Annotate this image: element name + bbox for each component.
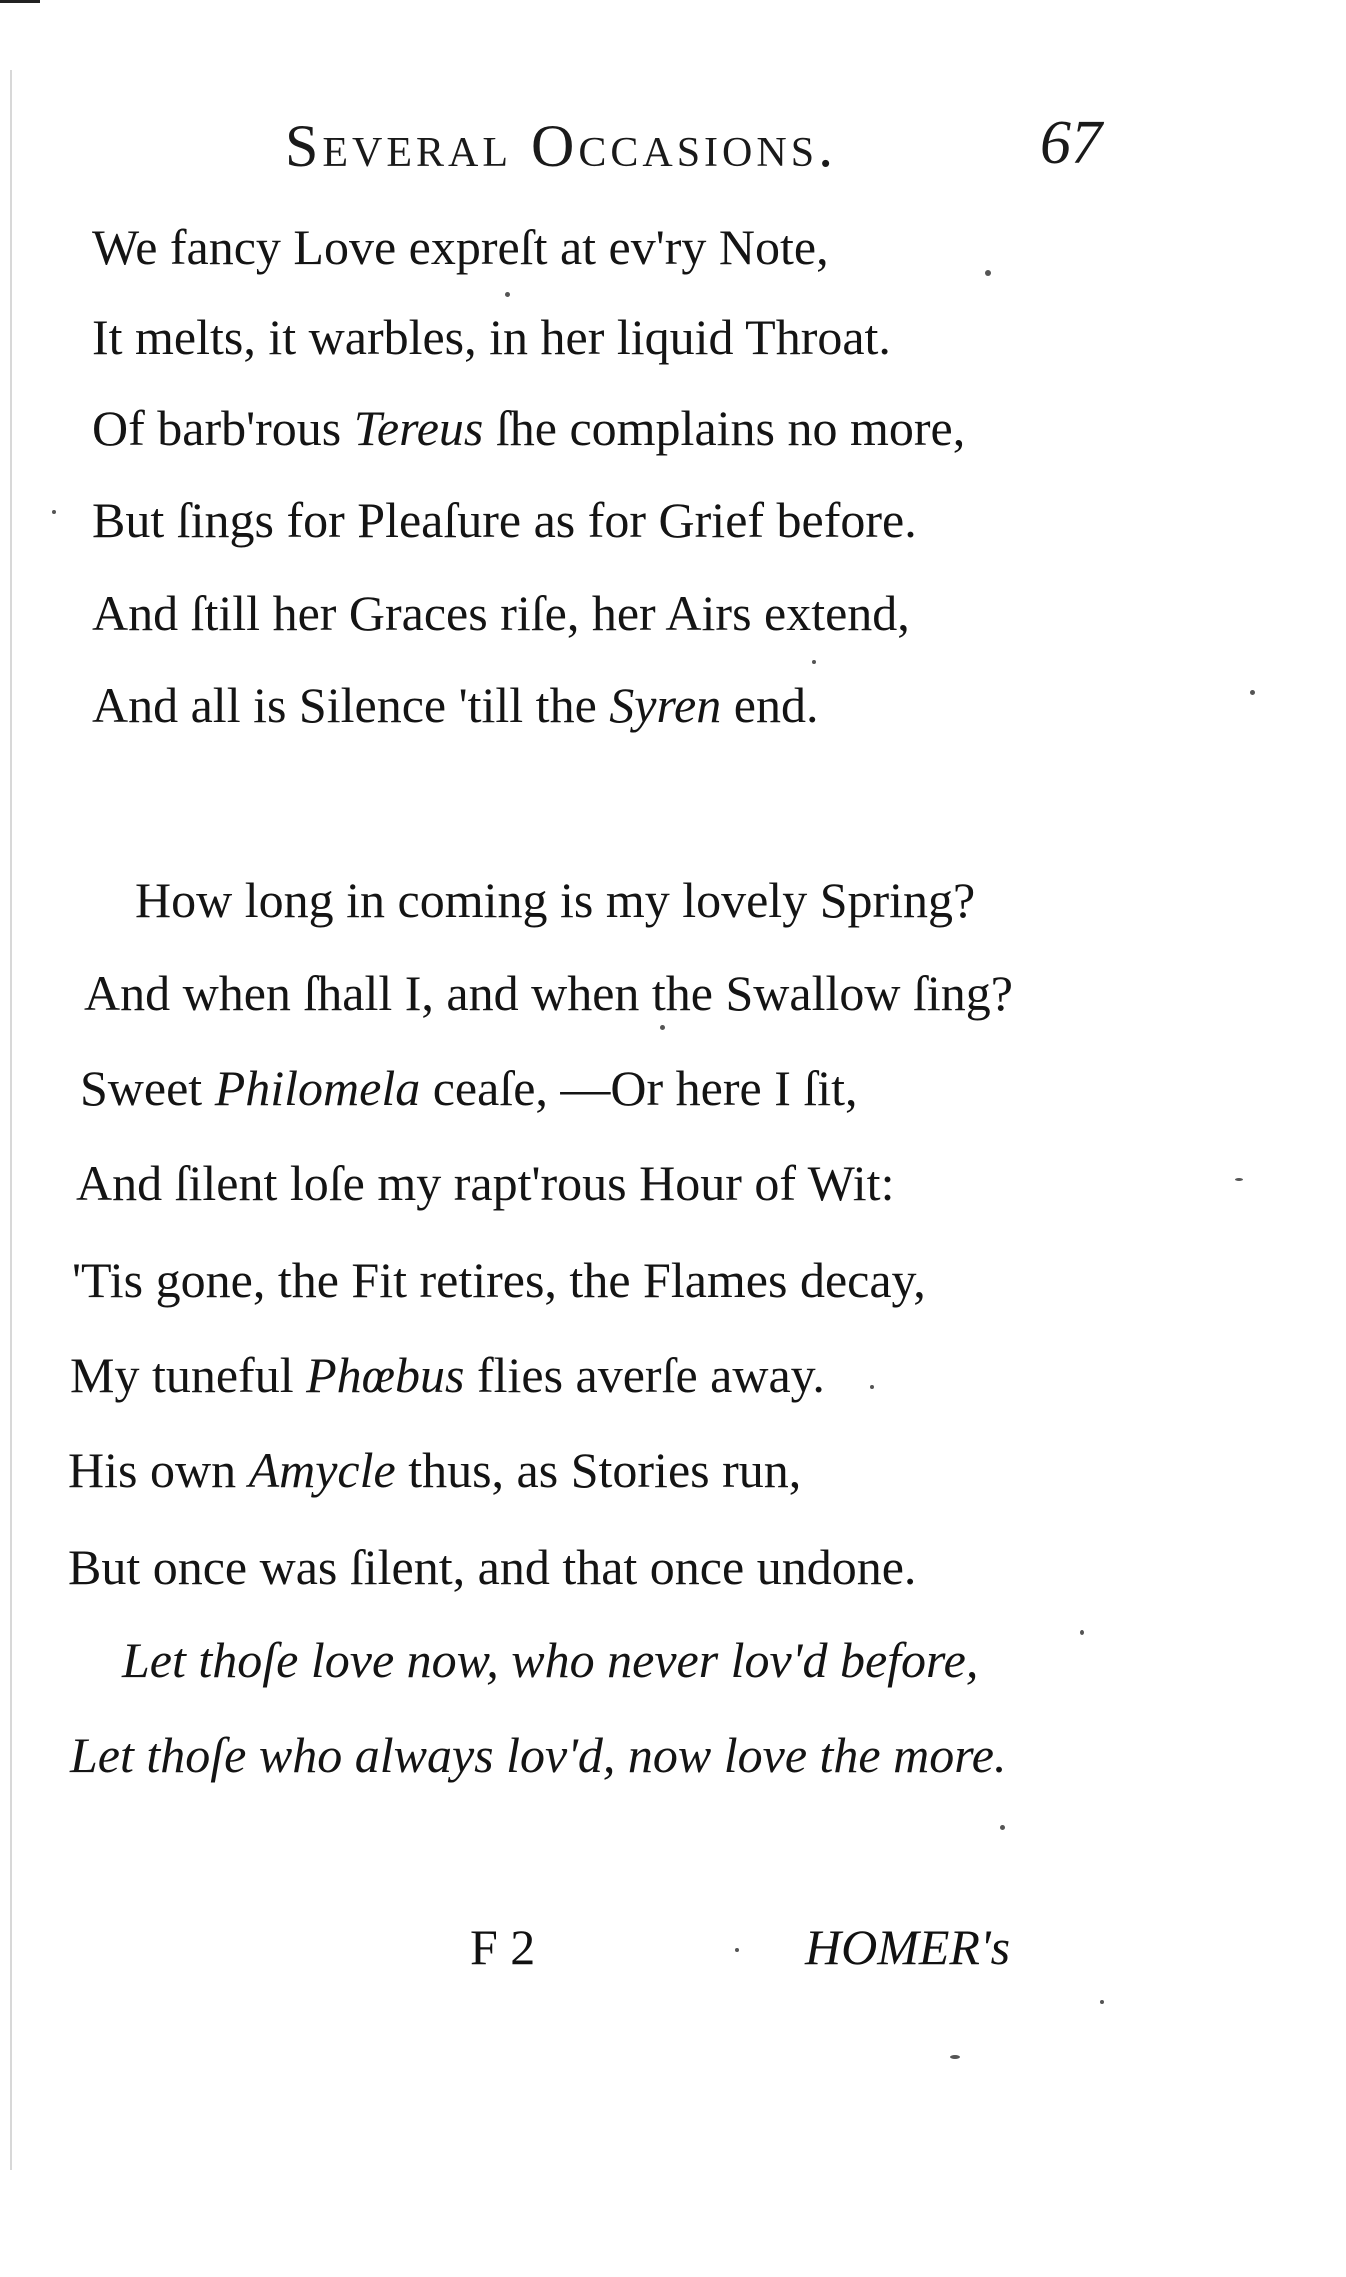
scan-speck: [870, 1385, 874, 1389]
verse-line: Sweet Philomela ceaſe, —Or here I ſit,: [80, 1060, 858, 1116]
verse-line: My tuneful Phœbus flies averſe away.: [70, 1347, 825, 1403]
verse-line: But once was ſilent, and that once undone.: [68, 1539, 917, 1595]
verse-line: It melts, it warbles, in her liquid Throat.: [92, 309, 891, 365]
scan-speck: [1000, 1825, 1005, 1830]
verse-line: And all is Silence 'till the Syren end.: [92, 677, 819, 733]
verse-line: His own Amycle thus, as Stories run,: [68, 1442, 802, 1498]
italic-name: Tereus: [353, 400, 484, 456]
scan-speck: [812, 660, 816, 664]
italic-name: Amycle: [248, 1442, 396, 1498]
scan-speck: [985, 270, 991, 276]
refrain-line: Let thoſe love now, who never lov'd before,: [122, 1632, 979, 1688]
scan-speck: [735, 1948, 739, 1952]
scan-speck: [1100, 2000, 1104, 2004]
running-title: Several Occasions.: [285, 113, 838, 179]
verse-line: Of barb'rous Tereus ſhe complains no more,: [92, 400, 966, 456]
top-edge-mark: [0, 0, 40, 3]
italic-name: Phœbus: [306, 1347, 465, 1403]
page-gutter-edge: [10, 70, 12, 2170]
scan-speck: [660, 1025, 665, 1030]
scan-speck: [505, 292, 510, 297]
verse-line: How long in coming is my lovely Spring?: [135, 872, 976, 928]
verse-line: We fancy Love expreſt at ev'ry Note,: [92, 219, 829, 275]
verse-line: And ſilent loſe my rapt'rous Hour of Wit:: [76, 1155, 895, 1211]
refrain-line: Let thoſe who always lov'd, now love the more.: [70, 1727, 1007, 1783]
scan-speck: [1250, 690, 1255, 695]
scan-speck: [1235, 1178, 1243, 1181]
catchword: HOMER's: [805, 1919, 1011, 1975]
verse-line: 'Tis gone, the Fit retires, the Flames decay,: [72, 1252, 926, 1308]
italic-name: Philomela: [214, 1060, 421, 1116]
verse-line: And ſtill her Graces riſe, her Airs extend,: [92, 585, 910, 641]
scan-speck: [950, 2055, 960, 2059]
scan-speck: [52, 510, 56, 514]
italic-name: Syren: [609, 677, 722, 733]
verse-line: But ſings for Pleaſure as for Grief before.: [92, 492, 917, 548]
verse-line: And when ſhall I, and when the Swallow ſing?: [84, 965, 1013, 1021]
page-number: 67: [1040, 109, 1102, 177]
scan-speck: [1080, 1630, 1084, 1635]
signature-mark: F 2: [470, 1919, 536, 1975]
